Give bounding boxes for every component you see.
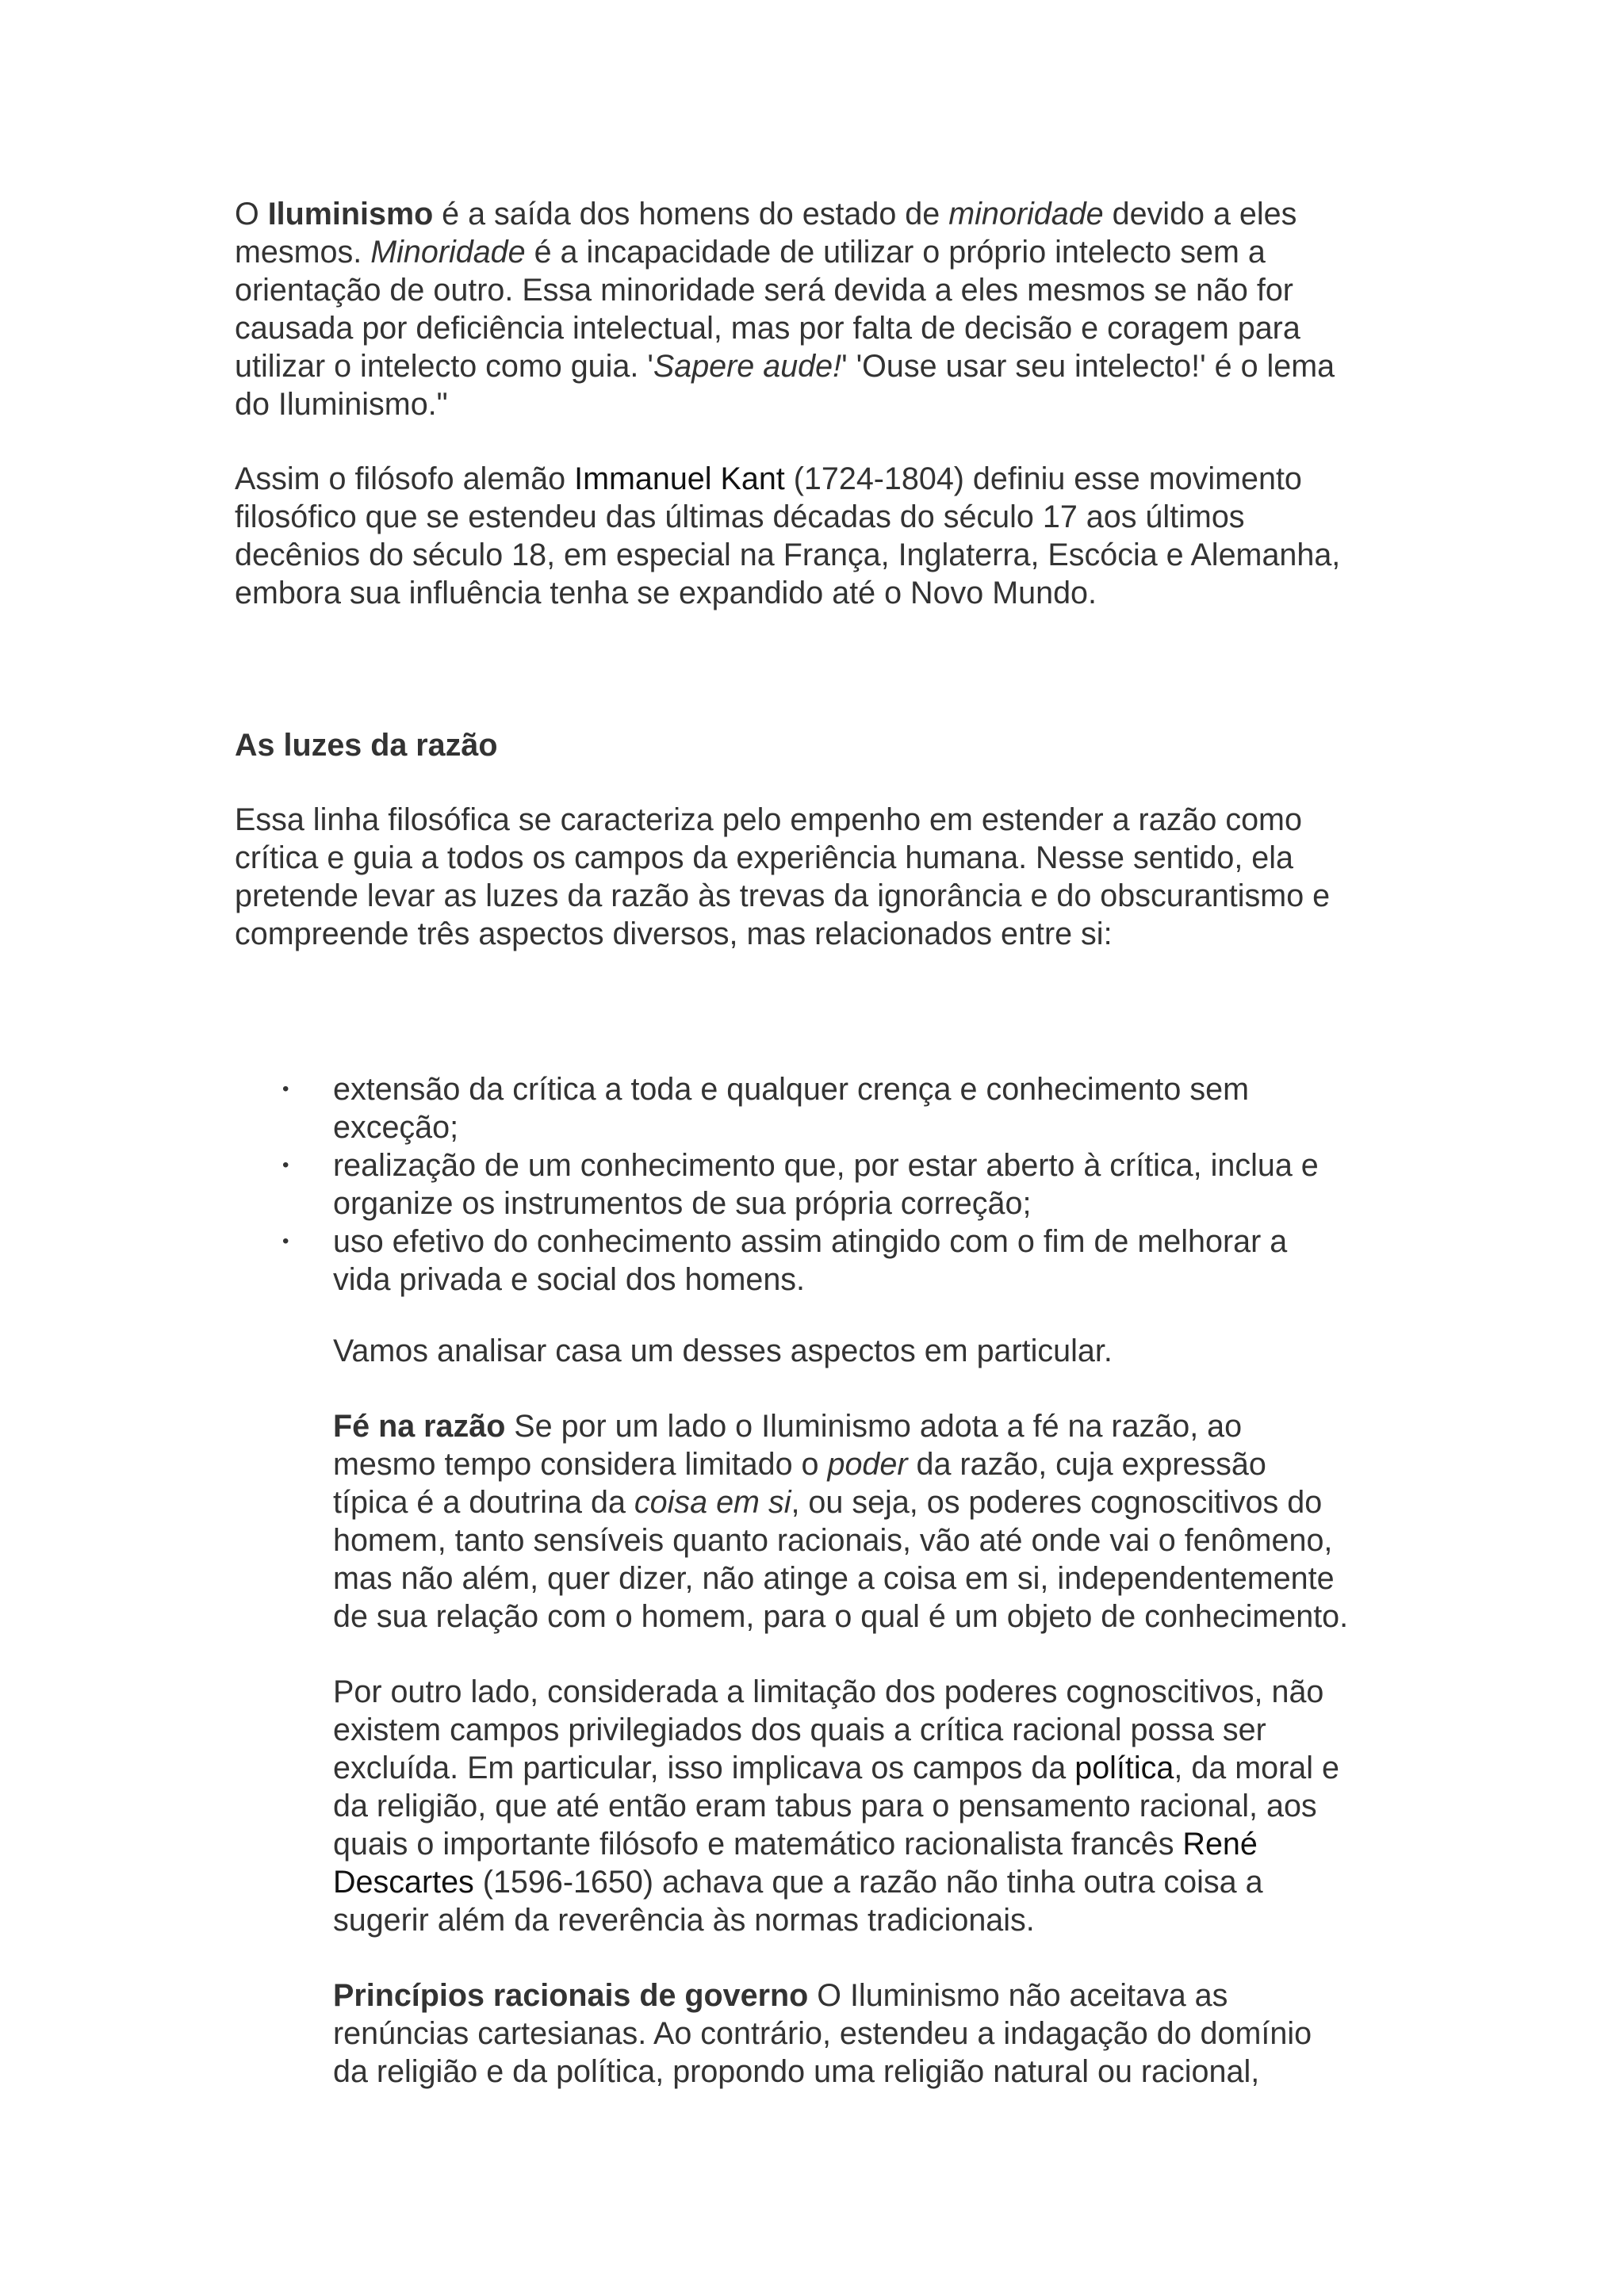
text-line: existem campos privilegiados dos quais a crítica racional possa ser: [333, 1712, 1266, 1747]
bold-term-fe-na-razao: Fé na razão: [333, 1409, 506, 1444]
fe-na-razao-paragraph: [333, 1407, 1348, 1636]
text: (1724-1804) definiu esse movimento: [784, 461, 1302, 496]
text-line: do Iluminismo.": [235, 387, 448, 422]
text: O Iluminismo não aceitava as: [808, 1978, 1228, 2013]
text-line: decênios do século 18, em especial na França, Inglaterra, Escócia e Alemanha,: [235, 538, 1341, 572]
text-line: vida privada e social dos homens.: [333, 1262, 806, 1297]
link-rene-descartes[interactable]: Descartes: [333, 1865, 474, 1900]
list-item: [333, 1223, 1287, 1299]
text: , ou seja, os poderes cognoscitivos do: [791, 1485, 1323, 1520]
text-line: causada por deficiência intelectual, mas por falta de decisão e coragem para: [235, 311, 1300, 346]
bullet-marker: •: [282, 1230, 289, 1252]
text-line: sugerir além da reverência às normas tradicionais.: [333, 1903, 1035, 1938]
text: O: [235, 197, 268, 232]
text-line: Essa linha filosófica se caracteriza pelo empenho em estender a razão como: [235, 802, 1302, 837]
text-line: extensão da crítica a toda e qualquer crença e conhecimento sem: [333, 1072, 1249, 1107]
text-line: mas não além, quer dizer, não atinge a coisa em si, independentemente: [333, 1561, 1335, 1596]
text: mesmos.: [235, 235, 371, 270]
link-politica[interactable]: política: [1074, 1751, 1174, 1785]
text-line: da religião, que até então eram tabus para o pensamento racional, aos: [333, 1789, 1317, 1823]
bullet-marker: •: [282, 1078, 289, 1100]
text-line: Por outro lado, considerada a limitação dos poderes cognoscitivos, não: [333, 1674, 1324, 1709]
list-item: [333, 1070, 1249, 1146]
text-line: filosófico que se estendeu das últimas décadas do século 17 aos últimos: [235, 499, 1245, 534]
text: é a incapacidade de utilizar o próprio intelecto sem a: [525, 235, 1266, 270]
italic-term-sapere-aude: Sapere aude!: [653, 349, 842, 384]
bold-term-principios-racionais: Princípios racionais de governo: [333, 1978, 809, 2013]
bold-term-iluminismo: Iluminismo: [267, 197, 434, 232]
text: ' 'Ouse usar seu intelecto!' é o lema: [841, 349, 1335, 384]
text-line: embora sua influência tenha se expandido até o Novo Mundo.: [235, 576, 1097, 610]
text-line: orientação de outro. Essa minoridade será devida a eles mesmos se não for: [235, 273, 1293, 308]
link-immanuel-kant[interactable]: Immanuel Kant: [574, 461, 785, 496]
list-item: [333, 1146, 1319, 1223]
text: é a saída dos homens do estado de: [433, 197, 949, 232]
text-line: organize os instrumentos de sua própria correção;: [333, 1186, 1032, 1221]
principios-paragraph: [333, 1976, 1312, 2091]
italic-term-poder: poder: [827, 1447, 908, 1482]
text: (1596-1650) achava que a razão não tinha outra coisa a: [473, 1865, 1263, 1900]
text: da razão, cuja expressão: [907, 1447, 1266, 1482]
limitacao-paragraph: [333, 1673, 1339, 1939]
text: mesmo tempo considera limitado o: [333, 1447, 828, 1482]
text-line: compreende três aspectos diversos, mas relacionados entre si:: [235, 916, 1113, 951]
text-line: pretende levar as luzes da razão às trevas da ignorância e do obscurantismo e: [235, 878, 1331, 913]
bullet-marker: •: [282, 1154, 289, 1176]
text-line: homem, tanto sensíveis quanto racionais, vão até onde vai o fenômeno,: [333, 1523, 1333, 1558]
text: excluída. Em particular, isso implicava os campos da: [333, 1751, 1075, 1785]
intro-paragraph: [235, 195, 1335, 423]
link-rene-descartes[interactable]: René: [1182, 1827, 1258, 1862]
italic-term-minoridade: Minoridade: [370, 235, 526, 270]
section-heading: As luzes da razão: [235, 728, 498, 763]
kant-paragraph: [235, 460, 1340, 612]
luzes-paragraph: [235, 801, 1330, 953]
text-line: de sua relação com o homem, para o qual é um objeto de conhecimento.: [333, 1599, 1349, 1634]
text-line: uso efetivo do conhecimento assim atingido com o fim de melhorar a: [333, 1224, 1288, 1259]
italic-term-coisa-em-si: coisa em si: [634, 1485, 791, 1520]
italic-term-minoridade: minoridade: [948, 197, 1104, 232]
text-line: realização de um conhecimento que, por estar aberto à crítica, inclua e: [333, 1148, 1319, 1183]
text: , da moral e: [1174, 1751, 1339, 1785]
text-line: exceção;: [333, 1110, 459, 1145]
text: utilizar o intelecto como guia. ': [235, 349, 653, 384]
text: típica é a doutrina da: [333, 1485, 634, 1520]
analysis-intro: Vamos analisar casa um desses aspectos em particular.: [333, 1334, 1113, 1368]
text-line: crítica e guia a todos os campos da experiência humana. Nesse sentido, ela: [235, 840, 1293, 875]
text: quais o importante filósofo e matemático racionalista francês: [333, 1827, 1183, 1862]
text-line: da religião e da política, propondo uma religião natural ou racional,: [333, 2054, 1260, 2089]
text: Assim o filósofo alemão: [235, 461, 575, 496]
text: devido a eles: [1103, 197, 1297, 232]
text-line: renúncias cartesianas. Ao contrário, estendeu a indagação do domínio: [333, 2016, 1312, 2051]
text: Se por um lado o Iluminismo adota a fé na razão, ao: [505, 1409, 1243, 1444]
